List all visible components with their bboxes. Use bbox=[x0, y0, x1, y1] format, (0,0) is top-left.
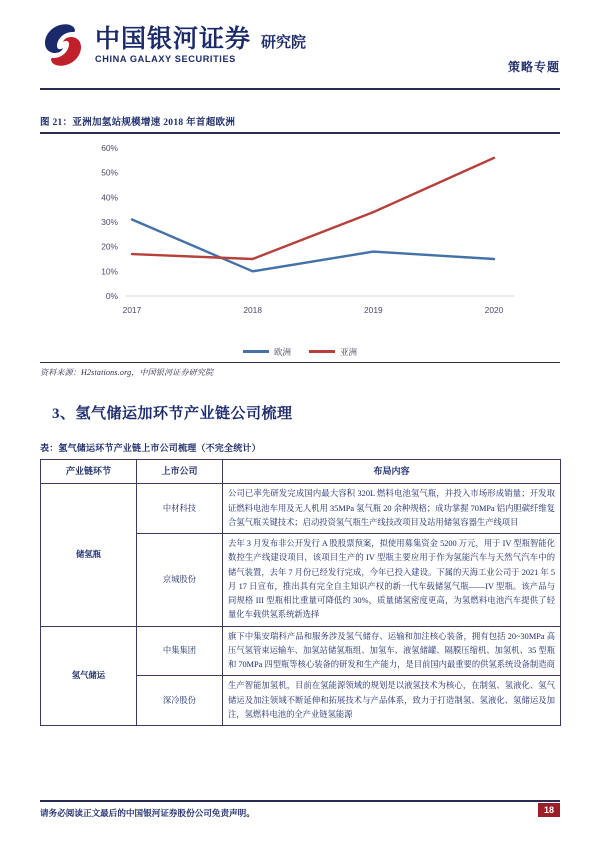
x-axis-tick-label: 2020 bbox=[484, 304, 504, 315]
chart-canvas bbox=[40, 140, 560, 326]
galaxy-swirl-icon bbox=[40, 22, 86, 68]
table-row bbox=[41, 626, 561, 676]
cell-company-name: 中材科技 bbox=[137, 484, 223, 534]
cell-company-name: 深冷股份 bbox=[137, 676, 223, 726]
supply-chain-table bbox=[40, 459, 561, 726]
section-heading: 3、氢气储运加环节产业链公司梳理 bbox=[52, 405, 293, 422]
cell-layout-detail: 旗下中集安瑞科产品和服务涉及氢气储存、运输和加注核心装备，拥有包括 20~30MPa 高压气氢管束运输车、加氢站储氢瓶组、加氢车、液氢储罐、隔膜压缩机、加氢机、35 型瓶和 70MPa 四型瓶等核心装备的研发和生产能力，是目前国内最重要的供氢系统设备制造商 bbox=[223, 626, 561, 676]
brand-logo bbox=[40, 22, 306, 68]
logo-company-name-en: CHINA GALAXY SECURITIES bbox=[95, 54, 236, 65]
cell-chain-segment: 氢气储运 bbox=[41, 626, 137, 726]
header-report-series-tag: 策略专题 bbox=[507, 60, 560, 74]
page-footer bbox=[0, 800, 600, 826]
figure-source: 资料来源：H2stations.org，中国银河证券研究院 bbox=[40, 367, 214, 377]
y-axis-tick-label: 50% bbox=[101, 167, 118, 178]
column-header-chain: 产业链环节 bbox=[41, 459, 137, 483]
series-line bbox=[132, 219, 494, 271]
logo-company-name-cn: 中国银河证券 bbox=[95, 24, 252, 53]
cell-layout-detail: 生产智能加氢机，目前在氢能源领域的规划是以液氢技术为核心，在制氢、氢液化、氢气储运及加注领域不断延伸和拓展技术与产品体系，致力于打造制氢、氢液化、氢储运及加注，氢燃料电池的全产业链氢能源 bbox=[223, 676, 561, 726]
table-caption: 表：氢气储运环节产业链上市公司梳理（不完全统计） bbox=[40, 442, 261, 453]
figure-caption-divider bbox=[40, 132, 560, 134]
table-row bbox=[41, 484, 561, 534]
cell-layout-detail: 去年 3 月发布非公开发行 A 股股票预案，拟使用募集资金 5200 万元，用于 IV 型瓶智能化数控生产线建设项目，该项目生产的 IV 型瓶主要应用于作为氢能汽车与天然气汽车中的储气装置，去年 7 月份已经发行完成，今年已投入建设。下属的天海工业公司于 2021 年 5 月 17 日宣布，推出具有完全自主知识产权的新一代车载储氢气瓶——IV 型瓶。该产品与同规格 III 型瓶相比重量可降低约 30%，质量储氢密度更高，为氢燃料电池汽车提供了轻量化车载供氢系统新选择 bbox=[223, 534, 561, 627]
logo-division-label: 研究院 bbox=[261, 34, 307, 52]
column-header-company: 上市公司 bbox=[137, 459, 223, 483]
legend-swatch bbox=[243, 350, 269, 353]
cell-chain-segment: 储氢瓶 bbox=[41, 484, 137, 626]
x-axis-tick-label: 2017 bbox=[122, 304, 142, 315]
figure-block bbox=[40, 114, 560, 378]
x-axis-tick-label: 2018 bbox=[243, 304, 262, 315]
cell-company-name: 京城股份 bbox=[137, 534, 223, 627]
column-header-detail: 布局内容 bbox=[223, 459, 561, 483]
footer-disclaimer: 请务必阅读正文最后的中国银河证券股份公司免责声明。 bbox=[40, 808, 255, 818]
page-header bbox=[0, 0, 600, 96]
header-divider bbox=[40, 88, 560, 90]
cell-layout-detail: 公司已率先研发完成国内最大容积 320L 燃料电池氢气瓶，并投入市场形成销量；开发取证燃料电池车用及无人机用 35MPa 氢气瓶 20 余种规格；成功掌握 70MPa 铝内胆碳纤维复合氢气瓶关键技术；启动投资氢气瓶生产线技改项目及站用储氢容器生产线项目 bbox=[223, 484, 561, 534]
y-axis-tick-label: 30% bbox=[101, 216, 118, 227]
y-axis-tick-label: 60% bbox=[101, 142, 118, 153]
footer-divider bbox=[40, 800, 560, 802]
cell-company-name: 中集集团 bbox=[137, 626, 223, 676]
x-axis-tick-label: 2019 bbox=[364, 304, 383, 315]
line-chart bbox=[40, 140, 560, 350]
y-axis-tick-label: 40% bbox=[101, 191, 118, 202]
legend-swatch bbox=[309, 350, 335, 353]
page-number-badge: 18 bbox=[538, 803, 560, 817]
y-axis-tick-label: 0% bbox=[105, 290, 118, 301]
legend-label: 亚洲 bbox=[340, 346, 358, 357]
legend-label: 欧洲 bbox=[273, 346, 291, 357]
y-axis-tick-label: 10% bbox=[101, 265, 118, 276]
figure-caption: 图 21：亚洲加氢站规模增速 2018 年首超欧洲 bbox=[40, 118, 236, 128]
table-header-row bbox=[41, 459, 561, 483]
y-axis-tick-label: 20% bbox=[101, 241, 118, 252]
